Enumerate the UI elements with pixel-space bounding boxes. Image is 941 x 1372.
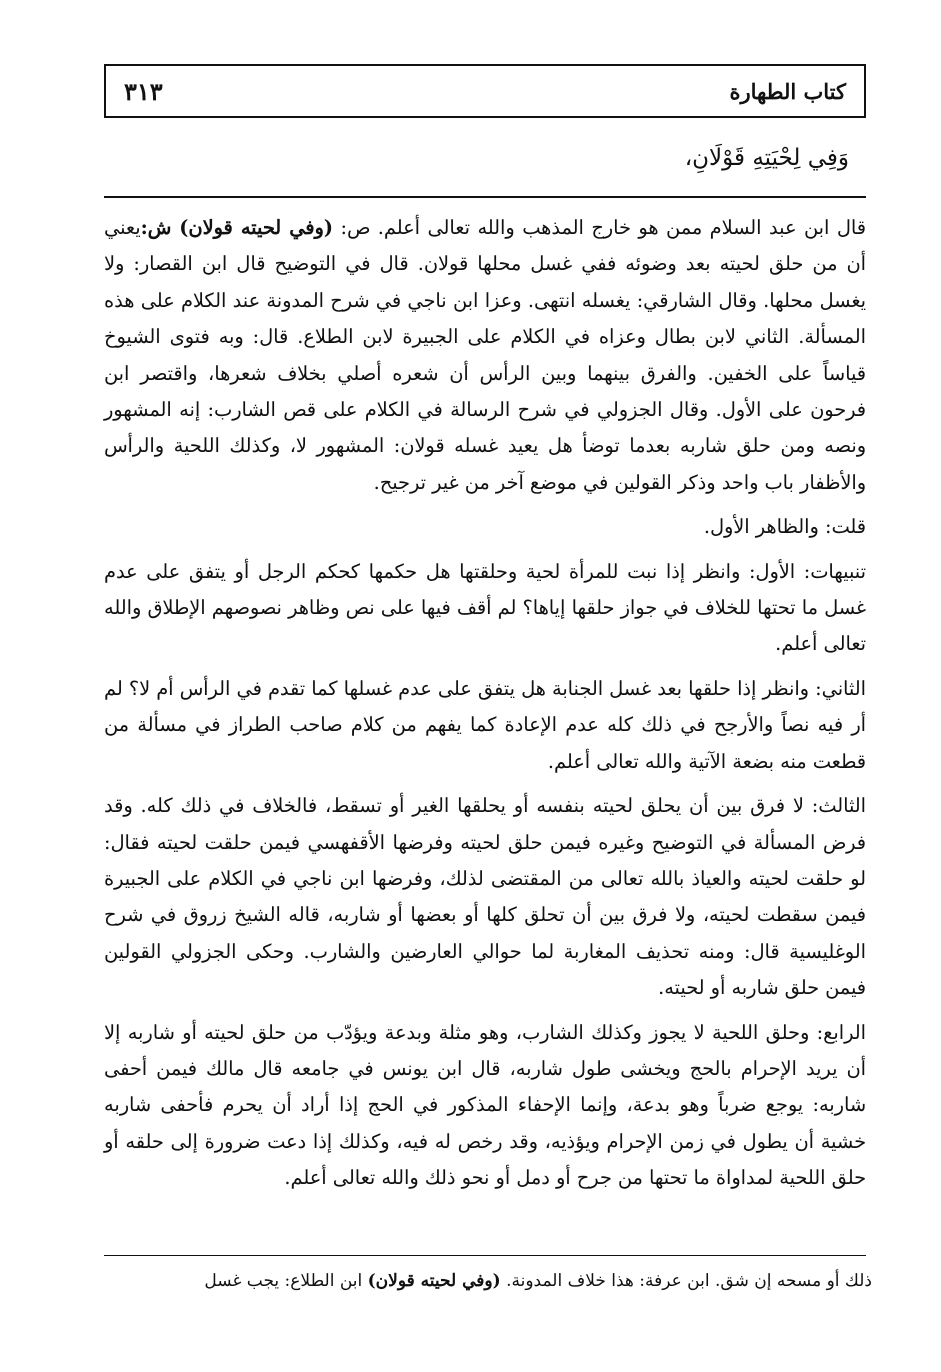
footnote-bold-quote: (وفي لحيته قولان) xyxy=(367,1271,501,1291)
chapter-title: كتاب الطهارة xyxy=(729,78,846,104)
paragraph-1-body: يعني أن من حلق لحيته بعد وضوئه ففي غسل محلها قولان. قال في التوضيح قال ابن القصار: ولا يغسل محلها. وقال الشارقي: يغسله انتهى. وعزا ابن ناجي في شرح المدونة عند الكلام على هذه المسألة. الثاني لابن بطال وعزاه في الكلام على الجبيرة لابن الطلاع. قال: وبه فتوى الشيوخ قياساً على الخفين. والفرق بينهما وبين الرأس أن شعره أصلي بخلاف شعرها، واقتصر ابن فرحون على الأول. وقال الجزولي في شرح الرسالة في الكلام على قص الشارب: إنه المشهور ونصه ومن حلق شاربه بعدما توضأ هل يعيد غسله قولان: المشهور لا، وكذلك اللحية والرأس والأظفار باب واحد وذكر القولين في موضع آخر من غير ترجيح. xyxy=(104,216,866,494)
quoted-matn-bold: (وفي لحيته قولان) ش: xyxy=(140,216,333,239)
commentary-body xyxy=(104,210,866,1197)
paragraph-1-intro: قال ابن عبد السلام ممن هو خارج المذهب والله تعالى أعلم. ص: xyxy=(332,216,866,239)
commentary-paragraph-5: الثالث: لا فرق بين أن يحلق لحيته بنفسه أو يحلقها الغير أو تسقط، فالخلاف في ذلك كله. وقد فرض المسألة في التوضيح وغيره فيمن حلق لحيته وفرضها الأقفهسي فيمن حلقت لحيته فقال: لو حلقت لحيته والعياذ بالله تعالى من المقتضى لذلك، وفرضها ابن ناجي في الكلام على الجبيرة فيمن سقطت لحيته، ولا فرق بين أن تحلق كلها أو بعضها أو شاربه، قاله الشيخ زروق في شرح الوغليسية قال: ومنه تحذيف المغاربة لما حوالي العارضين والشارب. وحكى الجزولي القولين فيمن حلق شاربه أو لحيته. xyxy=(104,794,866,1000)
running-header xyxy=(104,64,866,118)
footnote-part-1: ذلك أو مسحه إن شق. ابن عرفة: هذا خلاف المدونة. xyxy=(500,1271,872,1291)
commentary-paragraph-6: الرابع: وحلق اللحية لا يجوز وكذلك الشارب، وهو مثلة وبدعة ويؤدّب من حلق لحيته أو شاربه إلا أن يريد الإحرام بالحج ويخشى طول شاربه، قال ابن يونس في جامعه قال مالك فيمن أحفى شاربه: يوجع ضرباً وهو بدعة، وإنما الإحفاء المذكور في الحج إذا أراد أن يحرم فأحفى شاربه خشية أن يطول في زمن الإحرام ويؤذيه، وقد رخص له فيه، وكذلك إذا دعت ضرورة إلى حلقه أو حلق اللحية لمداواة ما تحتها من جرح أو دمل أو نحو ذلك والله تعالى أعلم. xyxy=(104,1020,866,1190)
matn-text: وَفِي لِحْيَتِهِ قَوْلَانِ، xyxy=(684,145,849,171)
commentary-paragraph-3: تنبيهات: الأول: وانظر إذا نبت للمرأة لحية وحلقتها هل حكمها كحكم الرجل أو يتفق على عدم غسل ما تحتها للخلاف في جواز حلقها إياها؟ لم أقف فيها على نص وظاهر نصوصهم الإطلاق والله تعالى أعلم. xyxy=(104,559,866,656)
footnote-part-2: ابن الطلاع: يجب غسل xyxy=(204,1271,368,1291)
commentary-paragraph-1 xyxy=(104,210,866,501)
footnote-separator-line xyxy=(104,1255,866,1256)
matn-separator-line xyxy=(104,196,866,198)
footnote-text xyxy=(104,1262,872,1300)
page-number: ٣١٣ xyxy=(124,76,163,106)
commentary-paragraph-4: الثاني: وانظر إذا حلقها بعد غسل الجنابة هل يتفق على عدم غسلها كما تقدم في الرأس أم لا؟ لم أر فيه نصاً والأرجح في ذلك كله عدم الإعادة كما يفهم من كلام صاحب الطراز في مسألة من قطعت منه بضعة الآتية والله تعالى أعلم. xyxy=(104,676,866,773)
commentary-paragraph-2: قلت: والظاهر الأول. xyxy=(703,515,866,539)
